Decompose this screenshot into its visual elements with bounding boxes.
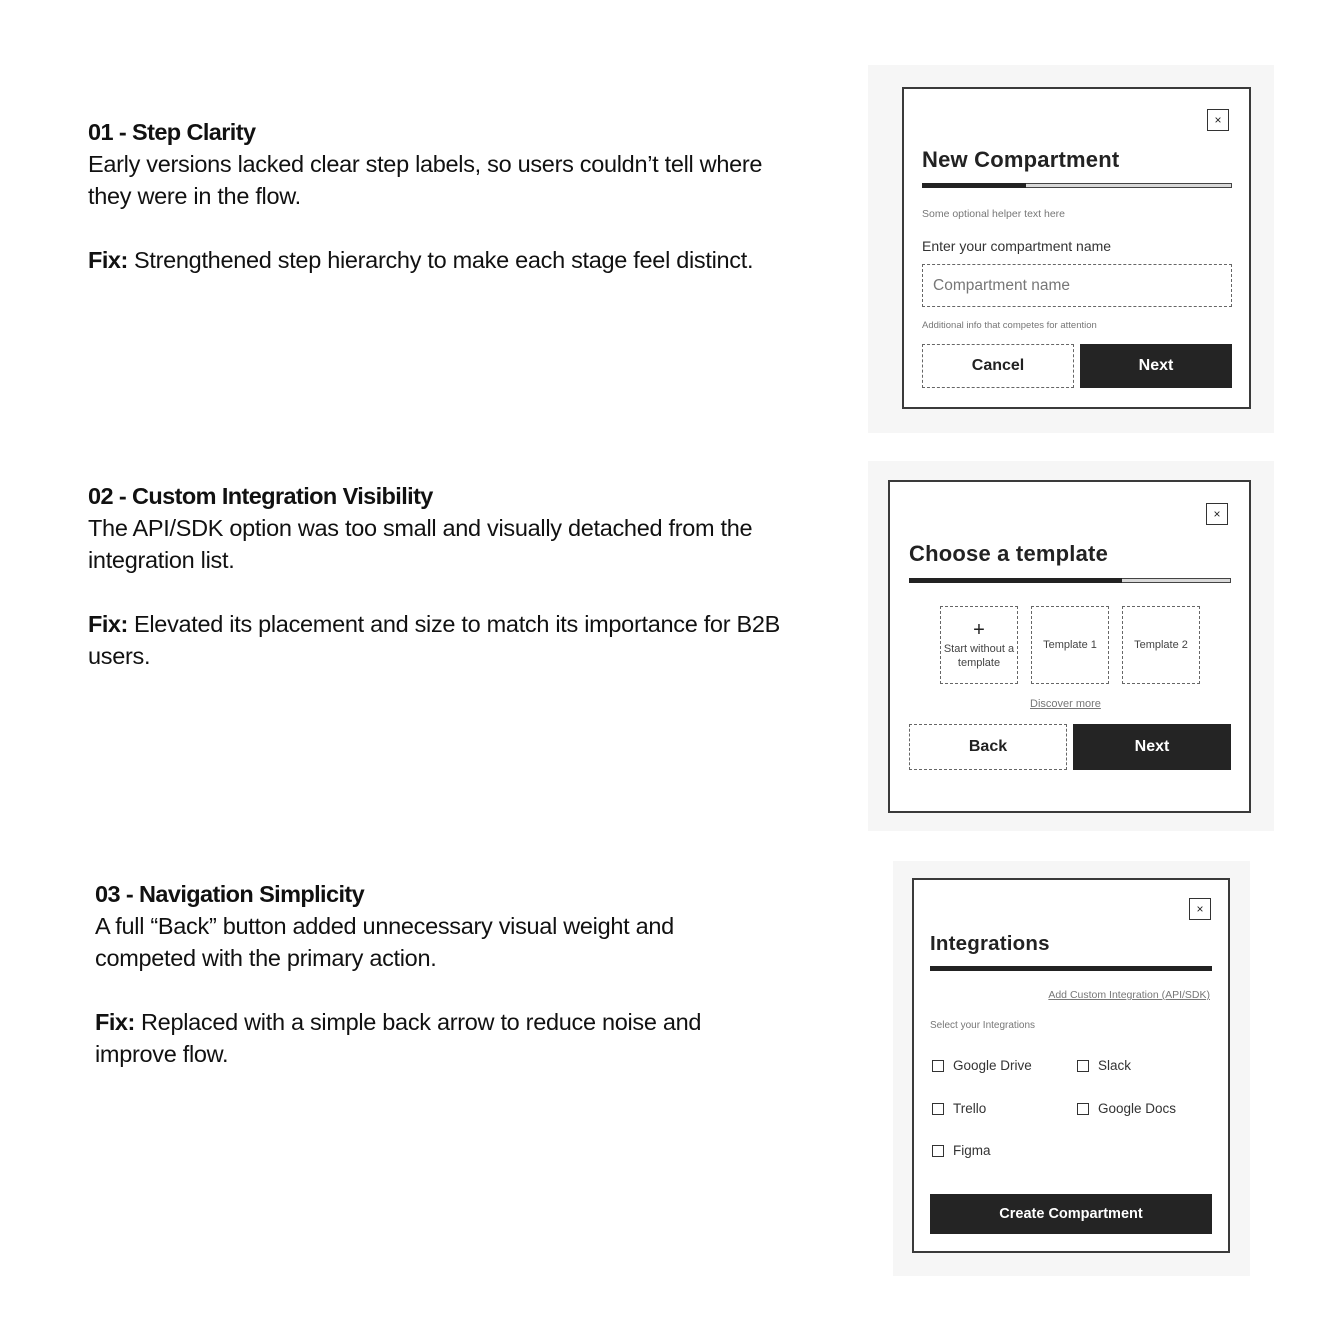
next-button[interactable]: Next <box>1073 724 1231 770</box>
fix-text: Strengthened step hierarchy to make each stage feel distinct. <box>127 247 754 273</box>
card-label: Template 1 <box>1043 639 1097 651</box>
progress-fill <box>930 966 1212 971</box>
close-icon[interactable]: × <box>1207 109 1229 131</box>
choose-template-dialog <box>888 480 1251 813</box>
section-description: Early versions lacked clear step labels, so users couldn’t tell where they were in the flow. <box>88 151 763 209</box>
fix-text: Elevated its placement and size to match its importance for B2B users. <box>88 611 780 669</box>
fix-label: Fix: <box>88 247 128 273</box>
new-compartment-dialog <box>902 87 1251 409</box>
select-integrations-label: Select your Integrations <box>930 1020 1036 1031</box>
dialog-title: New Compartment <box>922 147 1120 172</box>
wireframe-panel-new-compartment <box>868 65 1274 433</box>
section-description: A full “Back” button added unnecessary visual weight and competed with the primary action. <box>95 913 674 971</box>
template-1-card[interactable] <box>1031 606 1109 684</box>
card-label: Start without a template <box>943 642 1015 669</box>
section-fix <box>88 244 808 276</box>
option-label: Google Docs <box>1098 1101 1177 1116</box>
integrations-dialog <box>912 878 1230 1253</box>
fix-label: Fix: <box>88 611 128 637</box>
section-heading: 03 - Navigation Simplicity <box>95 881 365 907</box>
option-label: Trello <box>953 1101 987 1116</box>
section-fix <box>88 608 808 672</box>
dialog-title: Integrations <box>930 932 1050 955</box>
checkbox[interactable] <box>932 1145 944 1157</box>
section-step-clarity <box>88 116 808 276</box>
step-progress-bar <box>909 578 1231 583</box>
checkbox[interactable] <box>1077 1103 1089 1115</box>
helper-text: Some optional helper text here <box>922 208 1066 220</box>
integration-option-trello[interactable] <box>932 1101 986 1116</box>
wireframe-panel-integrations <box>893 861 1250 1276</box>
add-custom-integration-link[interactable]: Add Custom Integration (API/SDK) <box>1048 989 1210 1001</box>
close-icon[interactable]: × <box>1206 503 1228 525</box>
compartment-name-input[interactable]: Compartment name <box>922 264 1232 307</box>
integration-option-google-docs[interactable] <box>1077 1101 1176 1116</box>
plus-icon: + <box>973 618 985 641</box>
progress-fill <box>922 183 1026 188</box>
section-heading: 01 - Step Clarity <box>88 119 256 145</box>
progress-fill <box>909 578 1122 583</box>
next-button[interactable]: Next <box>1080 344 1232 388</box>
field-label: Enter your compartment name <box>922 238 1112 254</box>
additional-info-text: Additional info that competes for attention <box>922 320 1097 331</box>
option-label: Figma <box>953 1143 991 1158</box>
fix-text: Replaced with a simple back arrow to reduce noise and improve flow. <box>95 1009 702 1067</box>
step-progress-bar <box>922 183 1232 188</box>
integration-option-figma[interactable] <box>932 1143 991 1158</box>
integration-option-slack[interactable] <box>1077 1058 1131 1073</box>
template-2-card[interactable] <box>1122 606 1200 684</box>
checkbox[interactable] <box>932 1060 944 1072</box>
start-without-template-card[interactable] <box>940 606 1018 684</box>
checkbox[interactable] <box>932 1103 944 1115</box>
checkbox[interactable] <box>1077 1060 1089 1072</box>
dialog-title: Choose a template <box>909 541 1109 566</box>
cancel-button[interactable]: Cancel <box>922 344 1074 388</box>
card-label: Template 2 <box>1134 639 1188 651</box>
back-button[interactable]: Back <box>909 724 1067 770</box>
option-label: Google Drive <box>953 1058 1032 1073</box>
close-icon[interactable]: × <box>1189 898 1211 920</box>
fix-label: Fix: <box>95 1009 135 1035</box>
section-fix <box>95 1006 735 1070</box>
section-description: The API/SDK option was too small and visually detached from the integration list. <box>88 515 753 573</box>
discover-more-link[interactable]: Discover more <box>1030 698 1101 710</box>
option-label: Slack <box>1098 1058 1132 1073</box>
wireframe-panel-choose-template <box>868 461 1274 831</box>
step-progress-bar <box>930 966 1212 971</box>
section-integration-visibility <box>88 480 808 672</box>
section-heading: 02 - Custom Integration Visibility <box>88 483 433 509</box>
create-compartment-button[interactable]: Create Compartment <box>930 1194 1212 1234</box>
integration-option-google-drive[interactable] <box>932 1058 1032 1073</box>
section-navigation-simplicity <box>95 878 735 1070</box>
